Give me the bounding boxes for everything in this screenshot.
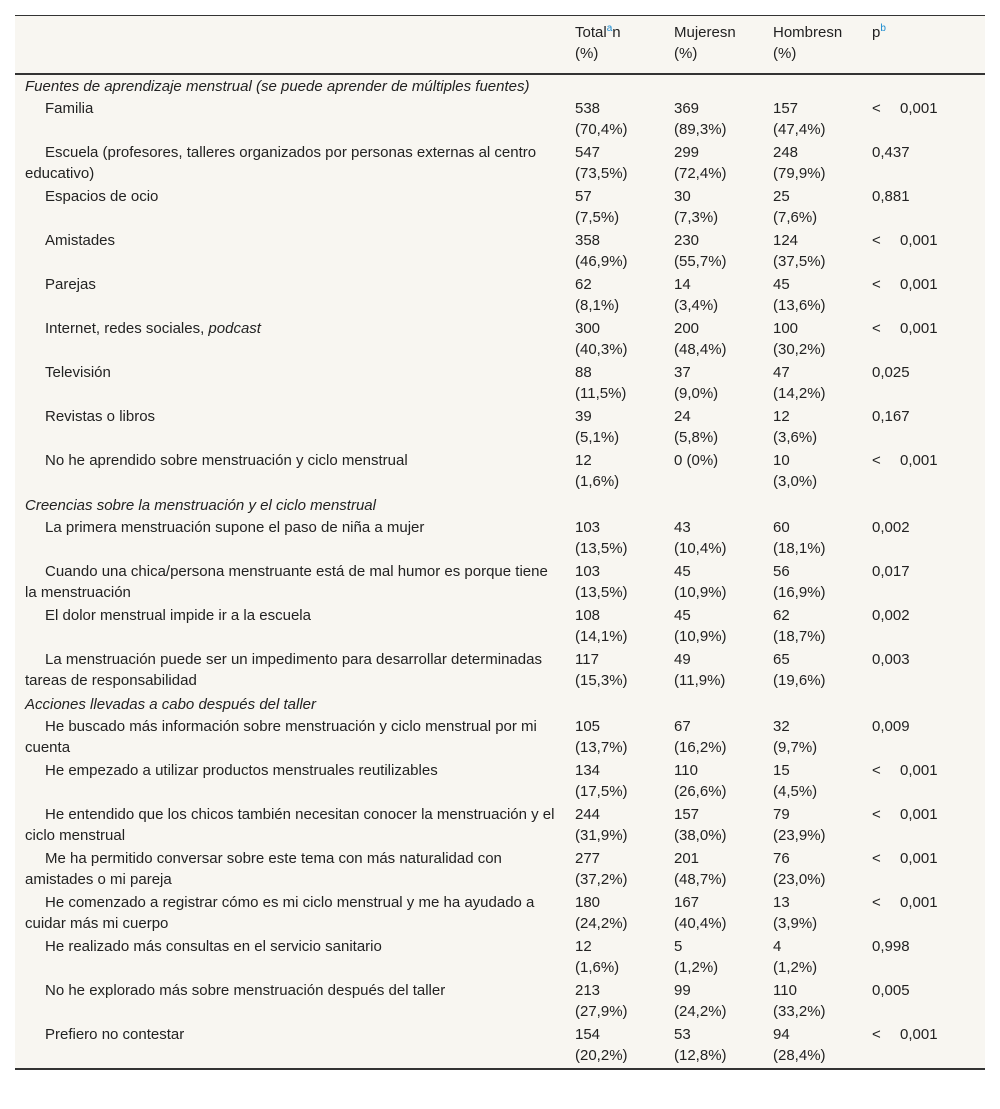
table-row — [15, 804, 985, 848]
men-cell: 62 (18,7%) — [773, 607, 826, 645]
table-row — [15, 848, 985, 892]
footnote-b[interactable]: b — [880, 23, 886, 34]
table-header — [15, 16, 985, 75]
table-row — [15, 936, 985, 980]
total-cell: 62 (8,1%) — [575, 276, 620, 314]
women-cell: 45 (10,9%) — [674, 563, 727, 601]
section-title: Acciones llevadas a cabo después del taller — [25, 696, 317, 713]
table-row — [15, 980, 985, 1024]
women-cell: 14 (3,4%) — [674, 276, 719, 314]
empty-cell — [674, 494, 773, 517]
p-value-cell: 0,009 — [872, 718, 910, 735]
women-cell: 45 (10,9%) — [674, 607, 727, 645]
women-cell: 67 (16,2%) — [674, 718, 727, 756]
row-label: Familia — [45, 100, 94, 117]
empty-cell — [674, 74, 773, 98]
men-cell: 56 (16,9%) — [773, 563, 826, 601]
row-label: La primera menstruación supone el paso de niña a mujer — [45, 519, 425, 536]
p-value-cell: < 0,001 — [872, 806, 938, 823]
table-row — [15, 760, 985, 804]
men-cell: 32 (9,7%) — [773, 718, 818, 756]
p-value-cell: < 0,001 — [872, 100, 938, 117]
row-label: Amistades — [45, 232, 116, 249]
p-value-cell: 0,002 — [872, 607, 910, 624]
row-label: Televisión — [45, 364, 111, 381]
p-value-cell: 0,167 — [872, 408, 910, 425]
total-cell: 547 (73,5%) — [575, 144, 628, 182]
men-cell: 76 (23,0%) — [773, 850, 826, 888]
header-women: Mujeresn (%) — [674, 24, 736, 62]
total-cell: 300 (40,3%) — [575, 320, 628, 358]
table-row — [15, 274, 985, 318]
men-cell: 60 (18,1%) — [773, 519, 826, 557]
men-cell: 25 (7,6%) — [773, 188, 818, 226]
women-cell: 37 (9,0%) — [674, 364, 719, 402]
women-cell: 200 (48,4%) — [674, 320, 727, 358]
row-label: Internet, redes sociales, podcast — [45, 320, 261, 337]
p-value-cell: < 0,001 — [872, 894, 938, 911]
total-cell: 244 (31,9%) — [575, 806, 628, 844]
p-value-cell: < 0,001 — [872, 1026, 938, 1043]
total-cell: 105 (13,7%) — [575, 718, 628, 756]
women-cell: 201 (48,7%) — [674, 850, 727, 888]
men-cell: 79 (23,9%) — [773, 806, 826, 844]
p-value-cell: 0,437 — [872, 144, 910, 161]
total-cell: 180 (24,2%) — [575, 894, 628, 932]
empty-cell — [575, 494, 674, 517]
header-total: Total$^a$n (%) — [575, 23, 621, 62]
men-cell: 124 (37,5%) — [773, 232, 826, 270]
men-cell: 15 (4,5%) — [773, 762, 818, 800]
total-cell: 277 (37,2%) — [575, 850, 628, 888]
p-value-cell: < 0,001 — [872, 850, 938, 867]
footnote-a[interactable]: a — [606, 23, 613, 34]
table-body — [15, 74, 985, 1069]
section-header — [15, 74, 985, 98]
table-row — [15, 450, 985, 494]
header-men: Hombresn (%) — [773, 24, 843, 62]
empty-cell — [872, 494, 985, 517]
p-value-cell: 0,025 — [872, 364, 910, 381]
total-cell: 57 (7,5%) — [575, 188, 620, 226]
section-header — [15, 494, 985, 517]
p-value-cell: < 0,001 — [872, 232, 938, 249]
section-header — [15, 693, 985, 716]
empty-cell — [575, 693, 674, 716]
table-row — [15, 230, 985, 274]
p-value-cell: 0,998 — [872, 938, 910, 955]
men-cell: 10 (3,0%) — [773, 452, 818, 490]
p-value-cell: 0,002 — [872, 519, 910, 536]
p-value-cell: < 0,001 — [872, 452, 938, 469]
section-title: Creencias sobre la menstruación y el ciclo menstrual — [25, 497, 376, 514]
women-cell: 369 (89,3%) — [674, 100, 727, 138]
total-cell: 134 (17,5%) — [575, 762, 628, 800]
row-label: He buscado más información sobre menstruación y ciclo menstrual por mi cuenta — [25, 718, 537, 756]
table-row — [15, 362, 985, 406]
results-table-container — [15, 15, 985, 1070]
results-table — [15, 15, 985, 1070]
row-label: Espacios de ocio — [45, 188, 159, 205]
table-row — [15, 406, 985, 450]
table-row — [15, 517, 985, 561]
row-label: Prefiero no contestar — [45, 1026, 185, 1043]
row-label: Cuando una chica/persona menstruante está de mal humor es porque tiene la menstruación — [25, 563, 548, 601]
total-cell: 88 (11,5%) — [575, 364, 627, 402]
empty-cell — [773, 693, 872, 716]
total-cell: 12 (1,6%) — [575, 452, 620, 490]
men-cell: 12 (3,6%) — [773, 408, 818, 446]
empty-cell — [872, 693, 985, 716]
men-cell: 65 (19,6%) — [773, 651, 826, 689]
women-cell: 53 (12,8%) — [674, 1026, 727, 1064]
men-cell: 157 (47,4%) — [773, 100, 826, 138]
row-label: He comenzado a registrar cómo es mi ciclo menstrual y me ha ayudado a cuidar más mi cuerpo — [25, 894, 535, 932]
women-cell: 110 (26,6%) — [674, 762, 727, 800]
empty-cell — [575, 74, 674, 98]
p-value-cell: 0,003 — [872, 651, 910, 668]
women-cell: 24 (5,8%) — [674, 408, 719, 446]
p-value-cell: < 0,001 — [872, 762, 938, 779]
empty-cell — [872, 74, 985, 98]
row-label: He entendido que los chicos también necesitan conocer la menstruación y el ciclo menstrual — [25, 806, 555, 844]
women-cell: 0 (0%) — [674, 452, 719, 469]
table-row — [15, 716, 985, 760]
row-label: He realizado más consultas en el servicio sanitario — [45, 938, 382, 955]
total-cell: 12 (1,6%) — [575, 938, 620, 976]
row-label: El dolor menstrual impide ir a la escuela — [45, 607, 311, 624]
p-value-cell: 0,881 — [872, 188, 910, 205]
total-cell: 117 (15,3%) — [575, 651, 628, 689]
row-label: No he aprendido sobre menstruación y ciclo menstrual — [45, 452, 408, 469]
men-cell: 47 (14,2%) — [773, 364, 826, 402]
table-row — [15, 98, 985, 142]
total-cell: 103 (13,5%) — [575, 563, 628, 601]
total-cell: 39 (5,1%) — [575, 408, 620, 446]
table-row — [15, 892, 985, 936]
p-value-cell: < 0,001 — [872, 320, 938, 337]
women-cell: 5 (1,2%) — [674, 938, 719, 976]
table-row — [15, 318, 985, 362]
total-cell: 108 (14,1%) — [575, 607, 628, 645]
men-cell: 94 (28,4%) — [773, 1026, 826, 1064]
empty-cell — [674, 693, 773, 716]
men-cell: 45 (13,6%) — [773, 276, 826, 314]
women-cell: 99 (24,2%) — [674, 982, 727, 1020]
row-label: Escuela (profesores, talleres organizados por personas externas al centro educativo) — [25, 144, 537, 182]
p-value-cell: 0,017 — [872, 563, 910, 580]
row-label: Revistas o libros — [45, 408, 156, 425]
total-cell: 103 (13,5%) — [575, 519, 628, 557]
row-label: Me ha permitido conversar sobre este tema con más naturalidad con amistades o mi pareja — [25, 850, 502, 888]
table-row — [15, 649, 985, 693]
women-cell: 299 (72,4%) — [674, 144, 727, 182]
table-row — [15, 142, 985, 186]
row-label: He empezado a utilizar productos menstruales reutilizables — [45, 762, 438, 779]
empty-cell — [773, 74, 872, 98]
women-cell: 30 (7,3%) — [674, 188, 719, 226]
section-title: Fuentes de aprendizaje menstrual (se puede aprender de múltiples fuentes) — [25, 78, 530, 95]
row-label: La menstruación puede ser un impedimento para desarrollar determinadas tareas de responsabilidad — [25, 651, 542, 689]
table-row — [15, 1024, 985, 1069]
men-cell: 248 (79,9%) — [773, 144, 826, 182]
total-cell: 358 (46,9%) — [575, 232, 628, 270]
p-value-cell: 0,005 — [872, 982, 910, 999]
row-label: No he explorado más sobre menstruación después del taller — [45, 982, 446, 999]
table-row — [15, 605, 985, 649]
men-cell: 13 (3,9%) — [773, 894, 818, 932]
women-cell: 230 (55,7%) — [674, 232, 727, 270]
row-label: Parejas — [45, 276, 96, 293]
men-cell: 100 (30,2%) — [773, 320, 826, 358]
men-cell: 110 (33,2%) — [773, 982, 826, 1020]
total-cell: 154 (20,2%) — [575, 1026, 628, 1064]
empty-cell — [773, 494, 872, 517]
women-cell: 43 (10,4%) — [674, 519, 727, 557]
table-row — [15, 561, 985, 605]
header-p: $p^b$ — [872, 23, 886, 41]
women-cell: 167 (40,4%) — [674, 894, 727, 932]
p-value-cell: < 0,001 — [872, 276, 938, 293]
table-row — [15, 186, 985, 230]
total-cell: 538 (70,4%) — [575, 100, 628, 138]
men-cell: 4 (1,2%) — [773, 938, 818, 976]
total-cell: 213 (27,9%) — [575, 982, 628, 1020]
women-cell: 49 (11,9%) — [674, 651, 726, 689]
header-label-cell — [15, 16, 575, 75]
women-cell: 157 (38,0%) — [674, 806, 727, 844]
